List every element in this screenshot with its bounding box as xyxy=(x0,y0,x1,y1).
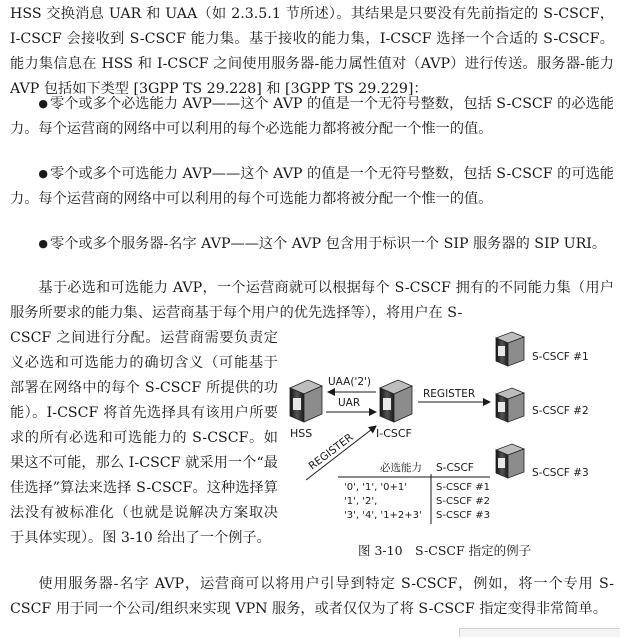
bullet-icon: ● xyxy=(38,167,49,180)
bullet-item-3 xyxy=(10,232,614,257)
scscf1-server-icon xyxy=(496,332,524,366)
paragraph-4: 使用服务器-名字 AVP，运营商可以将用户引导到特定 S-CSCF，例如，将一个专用 S-CSCF 用于同一个公司/组织来实现 VPN 服务，或者仅仅为了将 S-CSCF 指定变得非常简单。 xyxy=(10,576,614,617)
icscf-label: I-CSCF xyxy=(376,427,412,440)
table-row-caps: '0', '1', '0+1' xyxy=(344,482,408,493)
scscf3-server-icon xyxy=(496,444,524,478)
bullet-text: 零个或多个可选能力 AVP——这个 AVP 的值是一个无符号整数，包括 S-CSCF 的可选能力。每个运营商的网络中可以利用的每个可选能力都将被分配一个惟一的值。 xyxy=(10,166,614,207)
figure-diagram xyxy=(278,330,618,566)
register-out-label: REGISTER xyxy=(423,388,476,400)
paragraph-3: CSCF 之间进行分配。运营商需要负责定义必选和可选能力的确切含义（可能基于部署在网络中的每个 S-CSCF 所提供的功能）。I-CSCF 将首先选择具有该用户所要求的所有必选和可选能力的 S-CSCF。如果这不可能，那么 I-CSCF 就采用一个“最佳选择”算法来选择 S-CSCF。这种选择算法没有被标准化（也就是说解决方案取决于具体实现）。图 3-10 给出了一个例子。 xyxy=(10,330,278,546)
uar-label: UAR xyxy=(338,397,361,409)
bullet-text: 零个或多个必选能力 AVP——这个 AVP 的值是一个无符号整数，包括 S-CSCF 的必选能力。每个运营商的网络中可以利用的每个必选能力都将被分配一个惟一的值。 xyxy=(10,96,614,137)
hss-server-icon xyxy=(290,380,322,422)
icscf-server-icon xyxy=(380,380,412,422)
paragraph-2: 基于必选和可选能力 AVP，一个运营商就可以根据每个 S-CSCF 拥有的不同能力集（用户服务所要求的能力集、运营商基于每个用户的优先选择等），将用户在 S- xyxy=(10,280,614,321)
figure-caption: 图 3-10 S-CSCF 指定的例子 xyxy=(358,543,532,558)
table-row-caps: '3', '4', '1+2+3' xyxy=(344,510,422,521)
register-in-arrow xyxy=(306,426,376,480)
bullet-icon: ● xyxy=(38,237,48,250)
figure-3-10 xyxy=(278,330,618,566)
bullet-item-1 xyxy=(10,92,614,142)
bullet-icon: ● xyxy=(38,97,49,110)
scscf3-label: S-CSCF #3 xyxy=(532,467,589,479)
table-header-scscf: S-CSCF xyxy=(436,462,474,474)
scscf2-server-icon xyxy=(496,388,524,422)
table-header-caps: 必选能力 xyxy=(380,462,422,474)
uaa-label: UAA('2') xyxy=(328,376,371,388)
table-row-scscf: S-CSCF #2 xyxy=(436,496,490,507)
table-row-caps: '1', '2', xyxy=(344,496,378,507)
bullet-item-2 xyxy=(10,162,614,212)
table-row-scscf: S-CSCF #3 xyxy=(436,510,490,521)
table-row-scscf: S-CSCF #1 xyxy=(436,482,490,493)
page-corner-decoration xyxy=(459,628,620,637)
scscf2-label: S-CSCF #2 xyxy=(532,405,589,417)
paragraph-1: HSS 交换消息 UAR 和 UAA（如 2.3.5.1 节所述）。其结果是只要没有先前指定的 S-CSCF，I-CSCF 会接收到 S-CSCF 能力集。基于接收的能力集，I-CSCF 选择一个合适的 S-CSCF。能力集信息在 HSS 和 I-CSCF 之间使用服务器-能力属性值对（AVP）进行传送。服务器-能力 AVP 包括如下类型 [3GPP TS 29.228] 和 [3GPP TS 29.229]： xyxy=(10,6,614,97)
register-in-label: REGISTER xyxy=(306,431,356,473)
hss-label: HSS xyxy=(290,427,313,440)
bullet-text: 零个或多个服务器-名字 AVP——这个 AVP 包含用于标识一个 SIP 服务器的 SIP URI。 xyxy=(50,236,607,252)
scscf1-label: S-CSCF #1 xyxy=(532,351,589,363)
